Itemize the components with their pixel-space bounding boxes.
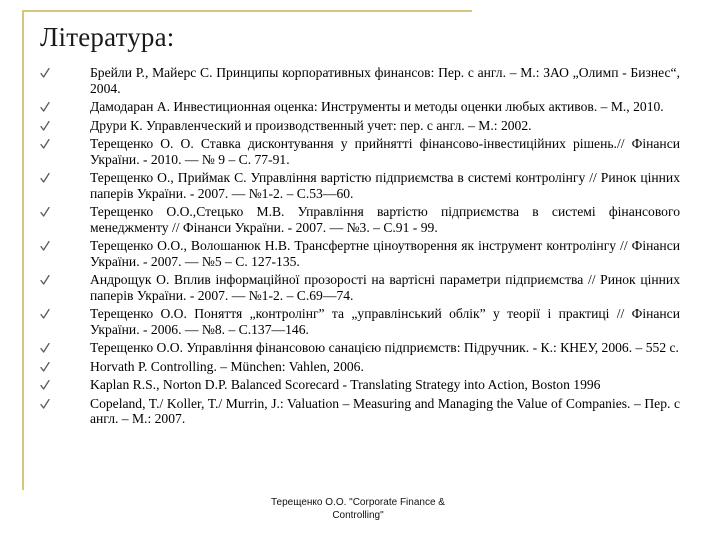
reference-text: Терещенко О.О. Поняття „контролінг” та „управлінський облік” у теорії і практиці // Фінанси України. - 2006. — №8. – С.137—146. — [90, 306, 680, 337]
checkmark-icon — [40, 379, 50, 391]
slide-title: Література: — [40, 22, 175, 52]
reference-item — [40, 340, 680, 356]
reference-item — [40, 306, 680, 337]
checkmark-icon — [40, 342, 50, 354]
checkmark-icon — [40, 398, 50, 410]
reference-item — [40, 170, 680, 201]
checkmark-icon — [40, 172, 50, 184]
reference-text: Брейли Р., Майерс С. Принципы корпоративных финансов: Пер. с англ. – М.: ЗАО „Олимп - Бизнес“, 2004. — [90, 65, 680, 96]
reference-item — [40, 136, 680, 167]
reference-text: Kaplan R.S., Norton D.P. Balanced Scorecard - Translating Strategy into Action, Boston 1996 — [90, 377, 601, 392]
reference-item — [40, 272, 680, 303]
reference-text: Дамодаран А. Инвестиционная оценка: Инструменты и методы оценки любых активов. – М., 2010. — [90, 99, 664, 114]
reference-item — [40, 118, 680, 134]
reference-text: Copeland, T./ Koller, T./ Murrin, J.: Valuation – Measuring and Managing the Value of Companies. – Пер. с англ. – М.: 2007. — [90, 395, 680, 426]
reference-text: Терещенко О.О., Волошанюк Н.В. Трансфертне ціноутворення як інструмент контролінгу // Фінанси України. - 2007. — №5 – С. 127-135. — [90, 238, 680, 269]
reference-text: Терещенко О., Приймак С. Управління вартістю підприємства в системі контролінгу // Ринок цінних паперів України. - 2007. — №1-2. – С.53—60. — [90, 170, 680, 201]
reference-item — [40, 377, 680, 393]
checkmark-icon — [40, 206, 50, 218]
checkmark-icon — [40, 361, 50, 373]
checkmark-icon — [40, 67, 50, 79]
footer — [240, 496, 476, 522]
reference-item — [40, 359, 680, 375]
checkmark-icon — [40, 138, 50, 150]
reference-text: Терещенко О.О. Управління фінансовою санацією підприємств: Підручник. - К.: КНЕУ, 2006. – 552 с. — [90, 340, 679, 355]
reference-text: Horvath P. Controlling. – München: Vahlen, 2006. — [90, 358, 364, 374]
reference-item — [40, 65, 680, 96]
checkmark-icon — [40, 274, 50, 286]
checkmark-icon — [40, 120, 50, 132]
reference-item — [40, 238, 680, 269]
footer-line-1: Терещенко О.О. "Corporate Finance & — [271, 497, 445, 508]
footer-line-2: Controlling" — [332, 510, 384, 521]
reference-list — [40, 65, 680, 430]
reference-text: Терещенко О. О. Ставка дисконтування у прийнятті фінансово-інвестиційних рішень.// Фінанси України. - 2010. — № 9 – С. 77-91. — [90, 136, 680, 167]
reference-text: Друри К. Управленческий и производственный учет: пер. с англ. – М.: 2002. — [90, 117, 532, 133]
checkmark-icon — [40, 101, 50, 113]
reference-text: Терещенко О.О.,Стецько М.В. Управління вартістю підприємства в системі фінансового менеджменту // Фінанси України. - 2007. — №3. – С.91 - 99. — [90, 204, 680, 235]
reference-item — [40, 396, 680, 427]
reference-item — [40, 204, 680, 235]
frame-horizontal-line — [22, 10, 472, 12]
reference-text: Андрощук О. Вплив інформаційної прозорості на вартісні параметри підприємства // Ринок цінних паперів України. - 2007. — №1-2. – С.69—74. — [90, 272, 680, 303]
frame-vertical-line — [22, 10, 24, 490]
checkmark-icon — [40, 240, 50, 252]
reference-item — [40, 99, 680, 115]
checkmark-icon — [40, 308, 50, 320]
